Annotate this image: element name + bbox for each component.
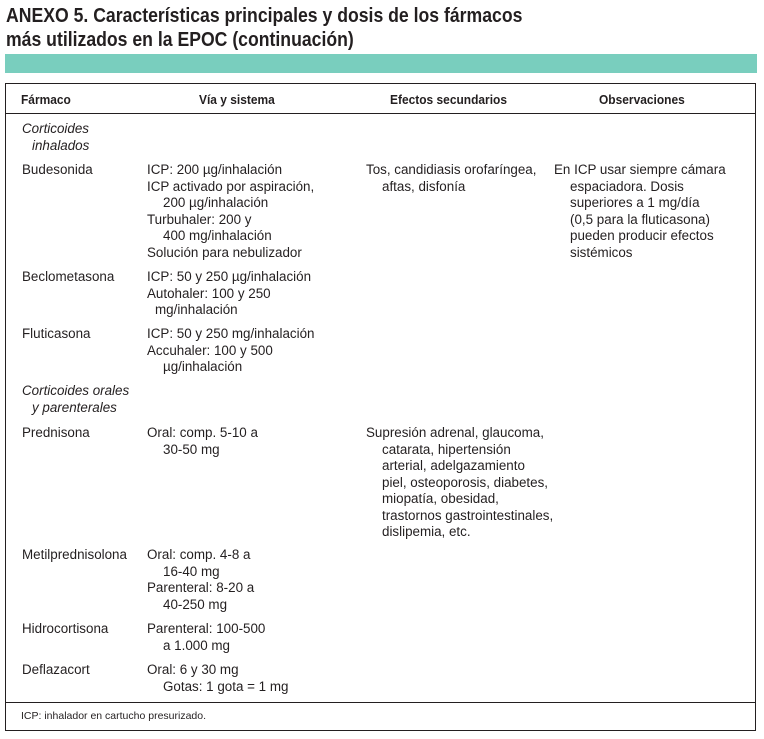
drug-name-budesonida: Budesonida [22,162,93,177]
via-hidrocortisona: Parenteral: 100-500 a 1.000 mg [147,621,266,653]
section-label-inhalados: Corticoides inhalados [22,121,90,153]
drug-table [5,83,756,731]
via-budesonida: ICP: 200 µg/inhalación ICP activado por aspiración, 200 µg/inhalación Turbuhaler: 200 y 400 mg/inhalación Solución para nebulizador [147,162,315,260]
header-farmaco: Fármaco [21,92,71,107]
efectos-orales: Supresión adrenal, glaucoma, catarata, hipertensión arterial, adelgazamiento piel, osteoporosis, diabetes, miopatía, obesidad, trastornos gastrointestinales, dislipemia, etc. [366,425,554,539]
efectos-inhalados: Tos, candidiasis orofaríngea, aftas, disfonía [366,162,537,194]
via-fluticasona: ICP: 50 y 250 mg/inhalación Accuhaler: 100 y 500 µg/inhalación [147,326,315,374]
title-line-2: más utilizados en la EPOC (continuación) [6,28,354,51]
header-efectos: Efectos secundarios [390,92,507,107]
section-label-orales: Corticoides orales y parenterales [22,383,130,415]
footnote: ICP: inhalador en cartucho presurizado. [21,710,207,722]
via-deflazacort: Oral: 6 y 30 mg Gotas: 1 gota = 1 mg [147,662,289,694]
observaciones-inhalados: En ICP usar siempre cámara espaciadora. Dosis superiores a 1 mg/día (0,5 para la fluticasona) pueden producir efectos sistémicos [554,162,726,260]
header-rule [6,113,755,114]
header-observaciones: Observaciones [599,92,685,107]
drug-name-fluticasona: Fluticasona [22,326,91,341]
drug-name-beclometasona: Beclometasona [22,269,115,284]
page-title [6,4,651,52]
drug-name-metilprednisolona: Metilprednisolona [22,547,127,562]
header-via: Vía y sistema [199,92,275,107]
via-metilprednisolona: Oral: comp. 4-8 a 16-40 mg Parenteral: 8-20 a 40-250 mg [147,547,255,612]
via-prednisona: Oral: comp. 5-10 a 30-50 mg [147,425,258,457]
drug-name-deflazacort: Deflazacort [22,662,90,677]
via-beclometasona: ICP: 50 y 250 µg/inhalación Autohaler: 100 y 250 mg/inhalación [147,269,312,317]
drug-name-prednisona: Prednisona [22,425,90,440]
footnote-rule [6,702,755,703]
title-line-1: ANEXO 5. Características principales y dosis de los fármacos [6,4,523,27]
drug-name-hidrocortisona: Hidrocortisona [22,621,109,636]
title-color-band [5,54,757,73]
